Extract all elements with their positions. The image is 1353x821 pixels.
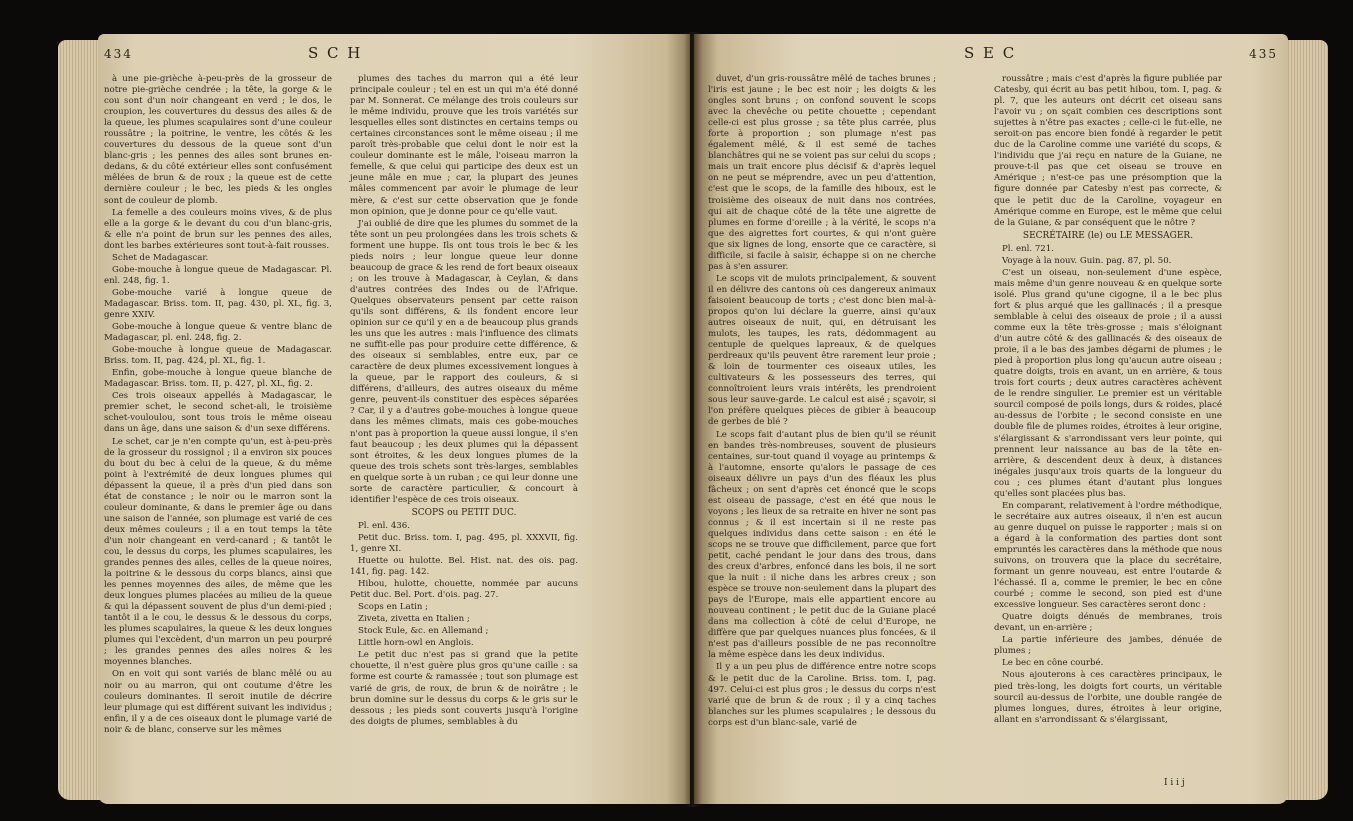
- text-paragraph: Pl. enl. 436.: [358, 520, 410, 531]
- text-paragraph: Ziveta, zivetta en Italien ;: [358, 614, 470, 625]
- section-heading: SCOPS ou PETIT DUC.: [411, 507, 517, 518]
- text-paragraph: Scops en Latin ;: [358, 602, 429, 613]
- right-page-number: 435: [1249, 47, 1278, 61]
- left-page: [98, 34, 690, 804]
- text-paragraph: C'est un oiseau, non-seulement d'une espèce, mais même d'un genre nouveau & en quelque sorte isolé. Plus grand qu'une cigogne, il a le bec plus fort & plus arqué que les gallinacés ; il a presque semblable à celui des oiseaux de proie ; il a aussi comme eux la tête très-grosse ; mais s'éloignant d'un autre côté & des gallinacés & des oiseaux de proie, il a le bas des jambes dégarni de plumes ; le pied à proportion plus long qu'aucun autre oiseau ; quatre doigts, trois en avant, un en arrière, & tous trois fort courts ; deux autres caractères achèvent de le rendre singulier. Le premier est un véritable sourcil composé de poils longs, durs & roides, placé au-dessus de l'orbite ; le second consiste en une double file de plumes roides, étroites à leur origine, s'élargissant & s'arrondissant vers leur pointe, qui prennent leur naissance au bas de la tête en-arrière, & descendent deux à deux, à distances inégales jusqu'aux trois quarts de la longueur du cou ; ces plumes étant d'autant plus longues qu'elles sont placées plus bas.: [994, 267, 1222, 499]
- text-paragraph: La femelle a des couleurs moins vives, & de plus elle a la gorge & le devant du cou d'un blanc-gris, & elle n'a point de brun sur les pennes des ailes, dont les barbes extérieures sont tout-à-fait rousses.: [104, 207, 332, 251]
- text-paragraph: Le scops vit de mulots principalement, & souvent il en délivre des cantons où ces dangereux animaux faisoient beaucoup de torts ; c'est donc bien mal-à-propos qu'on lui déclare la guerre, ainsi qu'aux autres oiseaux de nuit, qui, en détruisant les mulots, les taupes, les rats, dédommagent au centuple de quelques lapreaux, & de quelques perdreaux qu'ils peuvent être rarement leur proie ; & loin de tourmenter ces oiseaux utiles, les cultivateurs & les possesseurs des terres, qui connoîtroient leurs vrais intérêts, les prendroient sous leur sauve-garde. Le calcul est aisé ; sçavoir, si l'on préfère quelques pièces de gibier à beaucoup de gerbes de blé ?: [708, 273, 936, 428]
- text-paragraph: Le petit duc n'est pas si grand que la petite chouette, il n'est guère plus gros qu'une caille : sa forme est courte & ramassée ; tout son plumage est varié de gris, de roux, de brun & de noirâtre ; le brun domine sur le dessus du corps & le gris sur le dessous ; les pieds sont couverts jusqu'à l'origine des doigts de plumes, semblables à du: [350, 650, 578, 727]
- text-paragraph: Stock Eule, &c. en Allemand ;: [358, 626, 489, 637]
- text-paragraph: La partie inférieure des jambes, dénuée de plumes ;: [994, 635, 1222, 657]
- left-column-1: [104, 74, 332, 737]
- text-paragraph: On en voit qui sont variés de blanc mêlé ou au noir ou au marron, qui ont coutume d'être les couleurs dominantes. Il seroit inutile de décrire leur plumage qui est différent suivant les individus ; enfin, il y a de ces oiseaux dont le plumage varié de noir & de blanc, conserve sur les mêmes: [104, 669, 332, 735]
- text-paragraph: Pl. enl. 721.: [1002, 243, 1054, 254]
- text-paragraph: Huette ou hulotte. Bel. Hist. nat. des ois. pag. 141, fig. pag. 142.: [350, 556, 578, 578]
- left-column-2: [350, 74, 578, 729]
- text-paragraph: Gobe-mouche à longue queue de Madagascar. Briss. tom. II, pag. 424, pl. XL, fig. 1.: [104, 345, 332, 367]
- text-paragraph: à une pie-grièche à-peu-près de la grosseur de notre pie-grièche cendrée ; la tête, la gorge & le cou sont d'un noir changeant en verd ; le dos, le croupion, les couvertures du dessus des ailes & de la queue, les plumes scapulaires sont d'une couleur roussâtre ; la poitrine, le ventre, les côtés & les couvertures du dessous de la queue sont d'un blanc-gris ; les pennes des ailes sont brunes en-dedans, & du côté extérieur elles sont confusément mêlées de brun & de roux ; la queue est de cette dernière couleur ; le bec, les pieds & les ongles sont de couleur de plomb.: [104, 74, 332, 206]
- left-running-head: S C H: [308, 44, 363, 62]
- text-paragraph: duvet, d'un gris-roussâtre mêlé de taches brunes ; l'iris est jaune ; le bec est noir ; les doigts & les ongles sont bruns ; on confond souvent le scops avec la chevêche ou petite chouette ; cependant celle-ci est plus grosse ; sa tête plus carrée, plus forte à proportion ; son plumage n'est pas également mêlé, & il est semé de taches blanchâtres qui ne se voient pas sur celui du scops ; mais un trait encore plus décisif & d'après lequel on ne peut se méprendre, avec un peu d'attention, c'est que le scops, de la famille des hiboux, est le troisième des oiseaux de nuit dans nos contrées, qui ait de chaque côté de la tête une aigrette de plumes en forme d'oreille ; à la vérité, le scops n'a que des aigrettes fort courtes, & qui n'ont guère que six lignes de long, ensorte que ce caractère, si difficile, si facile à saisir, échappe si on ne cherche pas à s'en assurer.: [708, 74, 936, 272]
- signature-mark: I i i j: [1164, 778, 1185, 788]
- text-paragraph: roussâtre ; mais c'est d'après la figure publiée par Catesby, qui écrit au bas petit hibou, tom. I, pag. & pl. 7, que les auteurs ont décrit cet oiseau sans l'avoir vu ; on sçait combien ces descriptions sont sujettes à n'être pas exactes ; celle-ci le fut-elle, ne seroit-on pas encore bien fondé à regarder le petit duc de la Caroline comme une variété du scops, & l'individu que j'ai reçu en nature de la Guiane, ne prouve-t-il pas que cet oiseau se trouve en Amérique ; n'est-ce pas une présomption que la figure donnée par Catesby n'est pas correcte, & que le petit duc de la Caroline, voyageur en Amérique comme en Europe, est le même que celui de la Guiane, & par conséquent que le nôtre ?: [994, 74, 1222, 228]
- text-paragraph: plumes des taches du marron qui a été leur principale couleur ; tel en est un qui m'a été donné par M. Sonnerat. Ce mélange des trois couleurs sur le même individu, prouve que les trois variétés sur lesquelles elles sont distinctes en certains temps ou certaines circonstances sont le même oiseau ; il me paroît très-probable que celui dont le noir est la couleur dominante est le mâle, l'oiseau marron la femelle, & que celui qui participe des deux est un jeune mâle en mue ; car, la plupart des jeunes mâles commencent par avoir le plumage de leur mère, & c'est sur cette observation que je fonde mon opinion, que je donne pour ce qu'elle vaut.: [350, 74, 578, 217]
- text-paragraph: Quatre doigts dénués de membranes, trois devant, un en-arrière ;: [994, 612, 1222, 634]
- text-paragraph: Nous ajouterons à ces caractères principaux, le pied très-long, les doigts fort courts, un véritable sourcil au-dessus de l'orbite, une double rangée de plumes longues, dures, étroites à leur origine, allant en s'arrondissant & s'élargissant,: [994, 670, 1222, 725]
- text-paragraph: Gobe-mouche varié à longue queue de Madagascar. Briss. tom. II, pag. 430, pl. XL, fig. 3, genre XXIV.: [104, 287, 332, 320]
- text-paragraph: Enfin, gobe-mouche à longue queue blanche de Madagascar. Briss. tom. II, p. 427, pl. XL, fig. 2.: [104, 368, 332, 390]
- text-paragraph: Petit duc. Briss. tom. I, pag. 495, pl. XXXVII, fig. 1, genre XI.: [350, 532, 578, 554]
- section-heading: SECRÉTAIRE (le) ou LE MESSAGER.: [1022, 230, 1194, 241]
- right-running-head: S E C: [964, 44, 1017, 62]
- text-paragraph: J'ai oublié de dire que les plumes du sommet de la tête sont un peu prolongées dans les trois schets & forment une huppe. Ils ont tous trois le bec & les pieds noirs ; leur longue queue leur donne beaucoup de grace & les rend de fort beaux oiseaux ; on les trouve à Madagascar, à Ceylan, & dans d'autres contrées des Indes ou de l'Afrique. Quelques observateurs pensent par cette raison qu'ils sont différens, & ils fondent encore leur opinion sur ce qu'il y en a de beaucoup plus grands les uns que les autres : mais l'influence des climats ne suffit-elle pas pour produire cette différence, & des oiseaux si semblables, entre eux, par ce caractère de deux plumes excessivement longues à la queue, par le rapport des couleurs, & si différens, d'ailleurs, des autres oiseaux du même genre, peuvent-ils constituer des espèces séparées ? Car, il y a d'autres gobe-mouches à longue queue dans les mêmes climats, mais ces gobe-mouches n'ont pas à proportion la queue aussi longue, il s'en faut beaucoup ; les deux plumes qui la dépassent sont étroites, & les deux longues plumes de la queue des trois schets sont très-larges, semblables en quelque sorte à un ruban ; ce qui leur donne une sorte de caractère particulier, & concourt à identifier l'espèce de ces trois oiseaux.: [350, 218, 578, 505]
- right-column-1: [708, 74, 936, 730]
- text-paragraph: Il y a un peu plus de différence entre notre scops & le petit duc de la Caroline. Briss. tom. I, pag. 497. Celui-ci est plus gros ; le dessus du corps n'est varié que de brun & de roux ; il y a cinq taches blanches sur les plumes scapulaires ; le dessous du corps est d'un blanc-sale, varié de: [708, 662, 936, 728]
- left-page-number: 434: [104, 47, 133, 61]
- open-book: [58, 14, 1328, 814]
- page-edges-right: [1282, 40, 1328, 800]
- text-paragraph: Le bec en cône courbé.: [1002, 658, 1104, 669]
- text-paragraph: Le schet, car je n'en compte qu'un, est à-peu-près de la grosseur du rossignol ; il a environ six pouces du bout du bec à celui de la queue, & du même point à l'extrémité de deux longues plumes qui dépassent la queue, il a près d'un pied dans son état de constance ; le noir ou le marron sont la couleur dominante, & dans le premier âge ou dans une saison de l'année, son plumage est varié de ces deux mêmes couleurs ; il a en tout temps la tête d'un noir changeant en verd-canard ; & tantôt le cou, le dessus du corps, les plumes scapulaires, les grandes pennes des ailes, celles de la queue noires, la poitrine & le dessous du corps blancs, ainsi que les pennes moyennes des ailes, de même que les deux longues plumes placées au milieu de la queue & qui la dépassent souvent de plus d'un demi-pied ; tantôt il a le cou, le dessus & le dessous du corps, les plumes scapulaires, la queue & les deux longues plumes qui l'excèdent, d'un marron un peu pourpré ; les grandes pennes des ailes noires & les moyennes blanches.: [104, 436, 332, 668]
- text-paragraph: Hibou, hulotte, chouette, nommée par aucuns Petit duc. Bel. Port. d'ois. pag. 27.: [350, 579, 578, 601]
- text-paragraph: Voyage à la nouv. Guin. pag. 87, pl. 50.: [1002, 255, 1172, 266]
- right-page: [694, 34, 1288, 804]
- book-gutter: [684, 32, 702, 807]
- right-column-2: [994, 74, 1222, 727]
- text-paragraph: En comparant, relativement à l'ordre méthodique, le secrétaire aux autres oiseaux, il n'en est aucun au genre duquel on puisse le rapporter ; mais si on a égard à la conformation des parties dont sont empruntés les caractères dans la méthode que nous suivons, on trouvera que la place du secrétaire, formant un genre nouveau, est entre l'outarde & l'échassé. Il a, comme le premier, le bec en cône courbé ; comme le second, son pied est d'une excessive longueur. Ses caractères seront donc :: [994, 500, 1222, 611]
- text-paragraph: Schet de Madagascar.: [112, 252, 209, 263]
- text-paragraph: Gobe-mouche à longue queue de Madagascar. Pl. enl. 248, fig. 1.: [104, 264, 332, 286]
- text-paragraph: Le scops fait d'autant plus de bien qu'il se réunit en bandes très-nombreuses, souvent de plusieurs centaines, sur-tout quand il voyage au printemps & à l'automne, ensorte qu'alors le passage de ces oiseaux délivre un pays d'un des fléaux les plus fâcheux ; on sent d'après cet énoncé que le scops est oiseau de passage, c'est en été que nous le voyons ; les lieux de sa retraite en hiver ne sont pas connus ; & il est incertain si il ne reste pas quelques individus dans cette saison : en été le scops ne se trouve que difficilement, parce que fort petit, caché pendant le jour dans des trous, dans des creux d'arbres, enfoncé dans les bois, il ne sort que la nuit : il niche dans les arbres creux ; son espèce se trouve non-seulement dans la plupart des pays de l'Europe, mais elle appartient encore au nouveau continent ; le petit duc de la Guiane placé dans ma collection à côté de celui d'Europe, ne diffère que par quelques nuances plus foncées, & il n'est pas d'ailleurs possible de ne pas reconnoître la même espèce dans les deux individus.: [708, 429, 936, 661]
- text-paragraph: Gobe-mouche à longue queue & ventre blanc de Madagascar, pl. enl. 248, fig. 2.: [104, 322, 332, 344]
- text-paragraph: Little horn-owl en Anglois.: [358, 638, 474, 649]
- text-paragraph: Ces trois oiseaux appellés à Madagascar, le premier schet, le second schet-ali, le troisième schet-vouloulou, sont tous trois le même oiseau dans un âge, dans une saison & d'un sexe différens.: [104, 391, 332, 435]
